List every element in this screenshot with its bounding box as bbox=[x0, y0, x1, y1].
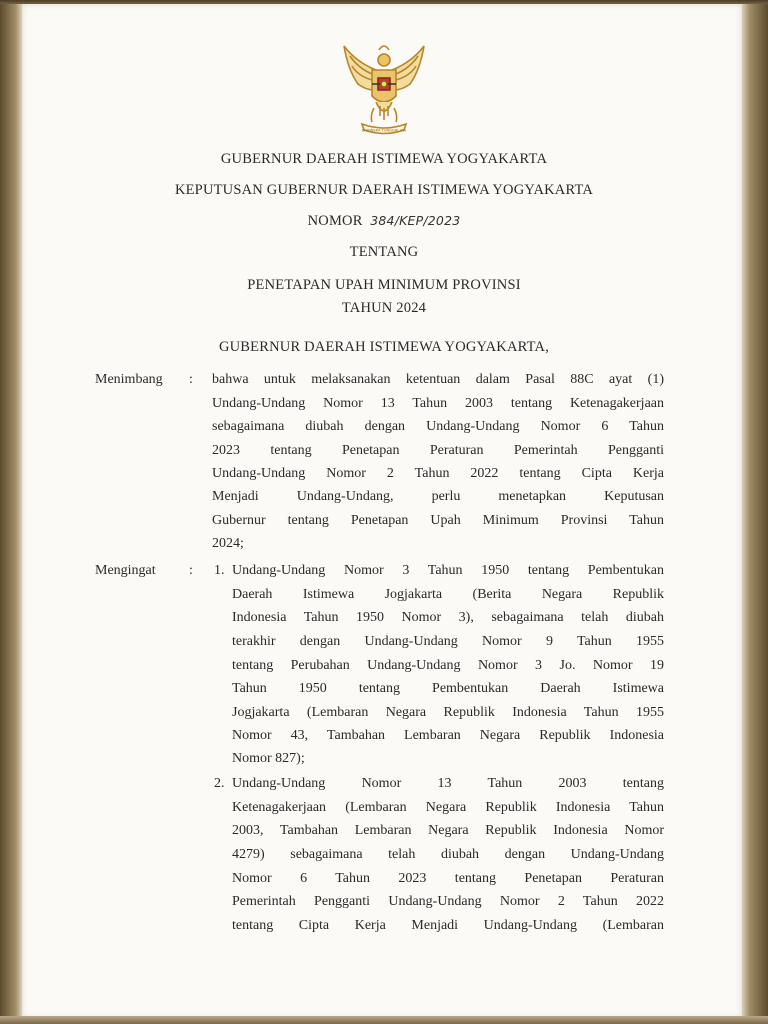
menimbang-line: Undang-Undang Nomor 2 Tahun 2022 tentang Cipta Kerja bbox=[212, 466, 664, 481]
menimbang-colon: : bbox=[189, 372, 193, 387]
mengingat-item-line: tentang Perubahan Undang-Undang Nomor 3 Jo. Nomor 19 bbox=[232, 658, 664, 673]
mengingat-colon: : bbox=[189, 563, 193, 578]
mengingat-item-line: Tahun 1950 tentang Pembentukan Daerah Istimewa bbox=[232, 681, 664, 696]
mengingat-item-line: terakhir dengan Undang-Undang Nomor 9 Tahun 1955 bbox=[232, 634, 664, 649]
garuda-emblem-icon bbox=[334, 40, 434, 138]
menimbang-line: Menjadi Undang-Undang, perlu menetapkan Keputusan bbox=[212, 489, 664, 504]
menimbang-label: Menimbang bbox=[95, 372, 163, 387]
mengingat-item-line: Nomor 827); bbox=[232, 751, 305, 766]
menimbang-line: Gubernur tentang Penetapan Upah Minimum Provinsi Tahun bbox=[212, 513, 664, 528]
about-heading: TENTANG bbox=[349, 244, 419, 260]
decree-number bbox=[60, 213, 708, 230]
emblem-motto: BHINNEKA TUNGGAL IKA bbox=[361, 128, 407, 133]
number-value: 384/KEP/2023 bbox=[370, 213, 461, 228]
mengingat-item-number: 1. bbox=[214, 563, 225, 578]
menimbang-line: Undang-Undang Nomor 13 Tahun 2003 tentang Ketenagakerjaan bbox=[212, 396, 664, 411]
mengingat-item-line: Nomor 6 Tahun 2023 tentang Penetapan Peraturan bbox=[232, 871, 664, 886]
menimbang-line: sebagaimana diubah dengan Undang-Undang Nomor 6 Tahun bbox=[212, 419, 664, 434]
mengingat-item-line: 4279) sebagaimana telah diubah dengan Undang-Undang bbox=[232, 847, 664, 862]
governor-heading: GUBERNUR DAERAH ISTIMEWA YOGYAKARTA bbox=[220, 151, 548, 167]
scan-bottom-edge bbox=[0, 1016, 768, 1024]
mengingat-item-line: tentang Cipta Kerja Menjadi Undang-Undang (Lembaran bbox=[232, 918, 664, 933]
mengingat-item-line: Undang-Undang Nomor 13 Tahun 2003 tentang bbox=[232, 776, 664, 791]
menimbang-line: 2023 tentang Penetapan Peraturan Pemerintah Pengganti bbox=[212, 443, 664, 458]
mengingat-item-line: 2003, Tambahan Lembaran Negara Republik Indonesia Nomor bbox=[232, 823, 664, 838]
mengingat-item-line: Ketenagakerjaan (Lembaran Negara Republik Indonesia Tahun bbox=[232, 800, 664, 815]
mengingat-item-line: Jogjakarta (Lembaran Negara Republik Indonesia Tahun 1955 bbox=[232, 705, 664, 720]
scan-left-edge bbox=[0, 4, 22, 1018]
mengingat-item-line: Daerah Istimewa Jogjakarta (Berita Negara Republik bbox=[232, 587, 664, 602]
decree-title: KEPUTUSAN GUBERNUR DAERAH ISTIMEWA YOGYAKARTA bbox=[174, 182, 594, 198]
mengingat-item-number: 2. bbox=[214, 776, 225, 791]
issuer-heading: GUBERNUR DAERAH ISTIMEWA YOGYAKARTA, bbox=[218, 339, 550, 355]
mengingat-item-line: Indonesia Tahun 1950 Nomor 3), sebagaimana telah diubah bbox=[232, 610, 664, 625]
menimbang-line: 2024; bbox=[212, 536, 244, 551]
mengingat-item-line: Undang-Undang Nomor 3 Tahun 1950 tentang Pembentukan bbox=[232, 563, 664, 578]
mengingat-item-line: Pemerintah Pengganti Undang-Undang Nomor 2 Tahun 2022 bbox=[232, 894, 664, 909]
number-label: NOMOR bbox=[307, 213, 363, 229]
subject-line-2: TAHUN 2024 bbox=[341, 300, 427, 316]
scan-right-edge bbox=[742, 4, 768, 1018]
mengingat-item-line: Nomor 43, Tambahan Lembaran Negara Republik Indonesia bbox=[232, 728, 664, 743]
menimbang-line: bahwa untuk melaksanakan ketentuan dalam Pasal 88C ayat (1) bbox=[212, 372, 664, 387]
mengingat-label: Mengingat bbox=[95, 563, 156, 578]
subject-line-1: PENETAPAN UPAH MINIMUM PROVINSI bbox=[247, 277, 521, 293]
